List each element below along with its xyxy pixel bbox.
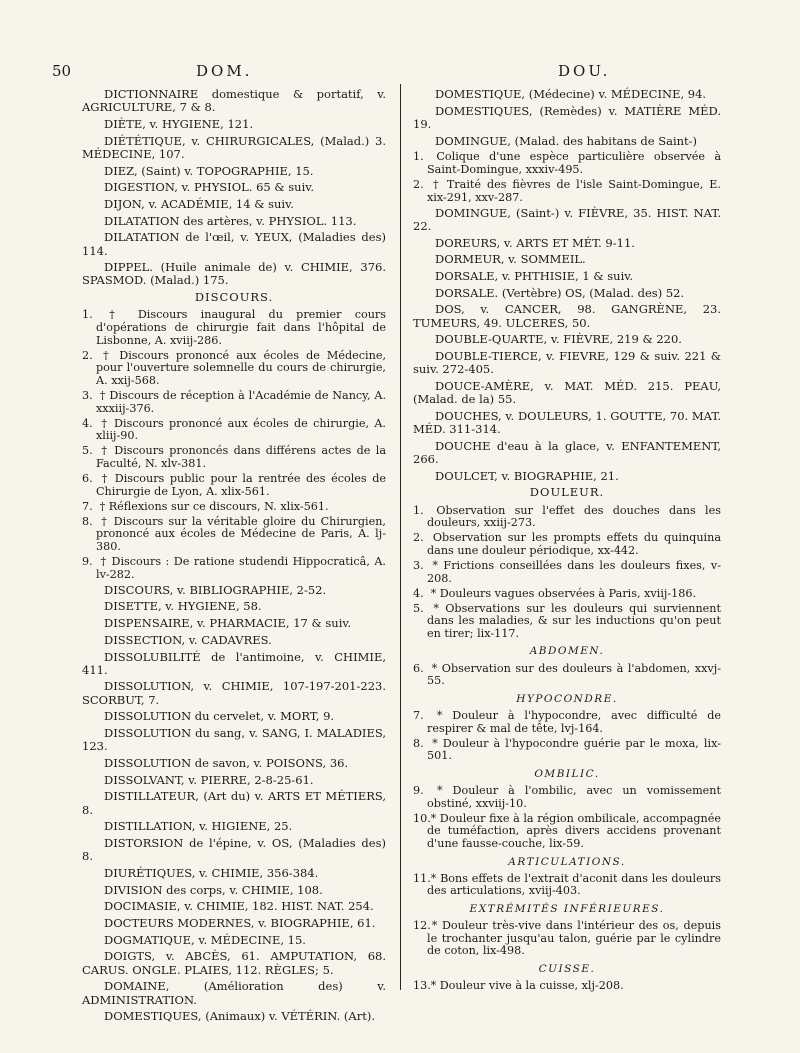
item-number: 2. (413, 531, 424, 545)
index-entry: DILATATION des artères, v. PHYSIOL. 113. (104, 213, 357, 228)
item-number: 6. (82, 471, 93, 485)
subsection-heading: ABDOMEN. (529, 645, 605, 658)
index-entry: DOUCHE d'eau à la glace, v. ENFANTEMENT, 266. (413, 438, 721, 466)
item-text: * Douleur à l'hypocondre, avec difficulté de respirer & mal de tête, lvj-164. (427, 709, 721, 735)
item-text: † Discours de réception à l'Académie de Nancy, A. xxxiij-376. (96, 388, 386, 415)
item-text: * Bons effets de l'extrait d'aconit dans les douleurs des articulations, xviij-403. (427, 871, 722, 898)
item-number: 5. (82, 444, 93, 458)
index-entry: DOCTEURS MODERNES, v. BIOGRAPHIE, 61. (104, 915, 376, 930)
item-number: 6. (413, 661, 424, 675)
item-text: Observation sur l'effet des douches dans les douleurs, xxiij-273. (427, 503, 721, 530)
index-entry: DOMINGUE, (Malad. des habitans de Saint-) (435, 133, 698, 148)
subsection-heading: ARTICULATIONS. (508, 855, 626, 868)
item-text: Observation sur les prompts effets du quinquina dans une douleur périodique, xx-442. (427, 531, 722, 557)
item-number: 8. (82, 514, 93, 528)
item-text: * Frictions conseillées dans les douleurs fixes, v-208. (427, 558, 721, 585)
numbered-item (82, 445, 386, 470)
index-entry: DOIGTS, v. ABCÈS, 61. AMPUTATION, 68. CARUS. ONGLE. PLAIES, 112. RÈGLES; 5. (82, 949, 386, 977)
numbered-item (413, 505, 721, 530)
index-entry: DISSOLUTION du sang, v. SANG, I. MALADIES, 123. (82, 726, 386, 754)
index-entry: DICTIONNAIRE domestique & portatif, v. AGRICULTURE, 7 & 8. (82, 87, 386, 115)
item-number: 5. (413, 601, 424, 615)
numbered-item (82, 473, 386, 498)
numbered-item (82, 309, 386, 347)
item-number: 1. (82, 308, 93, 322)
index-entry: DIJON, v. ACADÉMIE, 14 & suiv. (104, 196, 294, 211)
index-entry: DORMEUR, v. SOMMEIL. (435, 252, 586, 267)
section-heading: DISCOURS. (194, 290, 274, 305)
numbered-item (413, 710, 721, 735)
numbered-item (413, 813, 721, 851)
index-entry: DISSOLVANT, v. PIERRE, 2-8-25-61. (104, 772, 314, 787)
numbered-item (413, 980, 721, 993)
numbered-item (413, 603, 721, 641)
numbered-item (82, 501, 386, 514)
subsection-heading: OMBILIC. (534, 767, 600, 780)
index-entry: DORSALE, v. PHTHISIE, 1 & suiv. (435, 269, 634, 283)
index-entry: DILATATION de l'œil, v. YEUX, (Maladies des) 114. (82, 230, 386, 258)
numbered-item (82, 418, 386, 443)
index-entry: DISSOLUTION de savon, v. POISONS, 36. (104, 755, 349, 770)
item-text: † Discours prononcé aux écoles de Médecine, pour l'ouverture solemnelle du cours de chirurgie, A. xxij-568. (96, 348, 386, 387)
item-number: 1. (413, 150, 424, 164)
numbered-item (413, 738, 721, 763)
item-number: 9. (413, 784, 424, 798)
index-entry: DOGMATIQUE, v. MÉDECINE, 15. (104, 932, 306, 947)
index-entry: DOCIMASIE, v. CHIMIE, 182. HIST. NAT. 254. (104, 899, 374, 914)
item-text: * Douleur vive à la cuisse, xlj-208. (430, 979, 624, 993)
index-entry: DOMAINE, (Amélioration des) v. ADMINISTRATION. (82, 979, 386, 1007)
index-entry: DOMESTIQUES, (Animaux) v. VÉTÉRIN. (Art). (104, 1009, 375, 1024)
item-number: 3. (413, 558, 424, 572)
numbered-item (82, 350, 386, 388)
index-entry: DIVISION des corps, v. CHIMIE, 108. (104, 882, 323, 897)
index-entry: DIEZ, (Saint) v. TOPOGRAPHIE, 15. (104, 163, 314, 178)
index-entry: DISCOURS, v. BIBLIOGRAPHIE, 2-52. (104, 582, 327, 597)
index-entry: DOS, v. CANCER, 98. GANGRÈNE, 23. TUMEURS, 49. ULCERES, 50. (413, 302, 721, 330)
item-text: † Discours prononcés dans différens actes de la Faculté, N. xlv-381. (96, 444, 387, 470)
running-head-left: DOM. (196, 62, 253, 80)
index-entry: DISPENSAIRE, v. PHARMACIE, 17 & suiv. (104, 616, 352, 631)
right-column (413, 88, 721, 995)
column-divider (400, 84, 401, 990)
numbered-item (82, 556, 386, 581)
index-entry: DOMESTIQUES, (Remèdes) v. MATIÈRE MÉD. 19. (413, 103, 721, 131)
numbered-item (82, 390, 386, 415)
item-number: 2. (413, 178, 424, 191)
item-number: 7. (82, 499, 93, 513)
index-entry: DISSECTION, v. CADAVRES. (104, 632, 272, 647)
item-text: * Douleurs vagues observées à Paris, xviij-186. (430, 586, 697, 600)
item-text: * Douleur à l'ombilic, avec un vomissement obstiné, xxviij-10. (427, 784, 722, 810)
item-text: † Réflexions sur ce discours, N. xlix-561. (99, 499, 329, 513)
index-entry: DOMINGUE, (Saint-) v. FIÈVRE, 35. HIST. NAT. 22. (413, 205, 721, 233)
index-entry: DIURÉTIQUES, v. CHIMIE, 356-384. (104, 865, 319, 880)
item-text: † Discours inaugural du premier cours d'opérations de chirurgie fait dans l'hôpital de Lisbonne, A. xviij-286. (96, 308, 386, 347)
item-number: 12. (413, 919, 431, 933)
index-entry: DOUCE-AMÈRE, v. MAT. MÉD. 215. PEAU, (Malad. de la) 55. (413, 378, 721, 407)
item-text: * Douleur fixe à la région ombilicale, accompagnée de tuméfaction, après divers accidens provenant d'une fausse-couche, lix-59. (427, 811, 721, 851)
item-number: 2. (82, 348, 93, 362)
item-number: 11. (413, 871, 431, 885)
item-text: * Douleur à l'hypocondre guérie par le moxa, lix-501. (427, 736, 721, 763)
numbered-item (413, 179, 721, 204)
item-number: 8. (413, 736, 424, 750)
index-entry: DIGESTION, v. PHYSIOL. 65 & suiv. (104, 180, 315, 195)
subsection-heading: HYPOCONDRE. (516, 692, 618, 705)
item-text: Colique d'une espèce particulière observée à Saint-Domingue, xxxiv-495. (427, 150, 721, 176)
numbered-item (82, 516, 386, 554)
index-entry: DISTORSION de l'épine, v. OS, (Maladies des) 8. (82, 835, 386, 864)
left-column (82, 88, 386, 1027)
index-entry: DISTILLATION, v. HIGIENE, 25. (104, 819, 293, 834)
index-entry: DISSOLUTION du cervelet, v. MORT, 9. (104, 709, 335, 724)
index-entry: DOREURS, v. ARTS ET MÉT. 9-11. (435, 235, 635, 250)
running-head-right: DOU. (558, 62, 611, 80)
item-number: 4. (82, 416, 93, 430)
numbered-item (413, 151, 721, 176)
page-number: 50 (52, 62, 72, 80)
numbered-item (413, 663, 721, 688)
index-entry: DISSOLUBILITÉ de l'antimoine, v. CHIMIE, 411. (82, 649, 386, 677)
numbered-item (413, 873, 721, 898)
index-entry: DOUBLE-TIERCE, v. FIEVRE, 129 & suiv. 221 & suiv. 272-405. (413, 349, 721, 377)
item-text: † Traité des fièvres de l'isle Saint-Domingue, E. xix-291, xxv-287. (427, 178, 721, 204)
index-entry: DORSALE. (Vertèbre) OS, (Malad. des) 52. (435, 285, 685, 300)
index-entry: DISTILLATEUR, (Art du) v. ARTS ET MÉTIERS, 8. (82, 789, 386, 817)
numbered-item (413, 588, 721, 601)
numbered-item (413, 920, 721, 958)
item-number: 3. (82, 388, 93, 402)
item-number: 1. (413, 503, 424, 517)
index-entry: DIPPEL. (Huile animale de) v. CHIMIE, 376. SPASMOD. (Malad.) 175. (82, 260, 386, 288)
item-number: 13. (413, 979, 431, 993)
item-text: † Discours : De ratione studendi Hippocraticâ, A. lv-282. (96, 555, 386, 581)
item-text: † Discours prononcé aux écoles de chirurgie, A. xliij-90. (96, 416, 386, 443)
item-number: 4. (413, 586, 424, 600)
index-entry: DOMESTIQUE, (Médecine) v. MÉDECINE, 94. (435, 87, 707, 101)
numbered-item (413, 785, 721, 810)
item-number: 7. (413, 709, 424, 723)
index-entry: DISETTE, v. HYGIENE, 58. (104, 599, 262, 614)
numbered-item (413, 532, 721, 557)
index-entry: DOUBLE-QUARTE, v. FIÈVRE, 219 & 220. (435, 332, 682, 347)
index-entry: DOUCHES, v. DOULEURS, 1. GOUTTE, 70. MAT. MÉD. 311-314. (413, 408, 721, 437)
section-heading: DOULEUR. (529, 485, 605, 500)
item-text: † Discours sur la véritable gloire du Chirurgien, prononcé aux écoles de Médecine de Paris, A. lj-380. (96, 514, 386, 553)
index-entry: DOULCET, v. BIOGRAPHIE, 21. (435, 468, 619, 483)
item-number: 9. (82, 555, 93, 569)
subsection-heading: EXTRÉMITÉS INFÉRIEURES. (469, 903, 665, 916)
item-text: † Discours public pour la rentrée des écoles de Chirurgie de Lyon, A. xlix-561. (96, 471, 386, 498)
index-entry: DIÉTÉTIQUE, v. CHIRURGICALES, (Malad.) 3. MÉDECINE, 107. (82, 133, 386, 161)
subsection-heading: CUISSE. (538, 963, 596, 975)
item-text: * Douleur très-vive dans l'intérieur des os, depuis le trochanter jusqu'au talon, guérie par le cylindre de coton, lix-498. (427, 919, 721, 958)
item-number: 10. (413, 811, 431, 825)
index-entry: DISSOLUTION, v. CHIMIE, 107-197-201-223. SCORBUT, 7. (82, 679, 386, 707)
numbered-item (413, 560, 721, 585)
index-entry: DIÈTE, v. HYGIENE, 121. (104, 116, 254, 131)
item-text: * Observation sur des douleurs à l'abdomen, xxvj-55. (427, 661, 721, 688)
item-text: * Observations sur les douleurs qui surviennent dans les maladies, & sur les inductions qu'on peut en tirer; lix-117. (427, 601, 721, 640)
